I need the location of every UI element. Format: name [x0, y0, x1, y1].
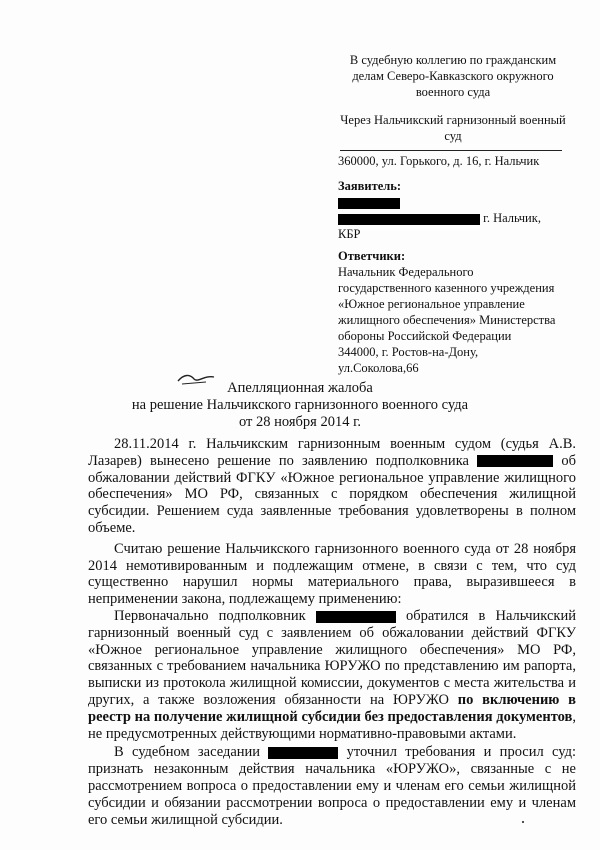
respondent-line: 344000, г. Ростов-на-Дону, — [338, 345, 479, 359]
scan-dot: · — [520, 812, 526, 832]
applicant-city: г. Нальчик, — [483, 211, 541, 225]
via-court-line: суд — [444, 129, 462, 143]
paragraph-text: уточнил требования и просил суд: признать незаконным действия начальника «ЮРУЖО», связанные с не рассмотрением вопроса о предоставлении ему и членам его семьи жилищной субсидии и обязании рассмотрении вопроса о предоставлении ему и членам его семьи жилищной субсидии. — [88, 744, 577, 828]
paragraph-text: В судебном заседании — [114, 744, 261, 761]
paragraph-text: обратился в Нальчикский гарнизонный военный суд с заявлением об обжаловании действий ФГКУ «Южное региональное управление жилищного обеспечения» МО РФ, связанных с требованием начальника ЮРУЖО по представлению им рапорта, выписки из протокола жилищной комиссии, документов с места жительства и других, а также возложения обязанности на ЮРУЖО — [88, 607, 576, 708]
court-address: 360000, ул. Горького, д. 16, г. Нальчик — [338, 154, 540, 168]
body-text — [88, 436, 576, 828]
paragraph-text: , не предусмотренных действующими нормативно-правовыми актами. — [88, 708, 576, 742]
via-court-line: Через Нальчикский гарнизонный военный — [340, 113, 566, 127]
recipient-block — [338, 52, 568, 100]
recipient-line: военного суда — [415, 85, 491, 99]
applicant-name-row — [338, 194, 568, 210]
redacted-name — [477, 455, 553, 467]
respondent-line: «Южное региональное управление — [338, 297, 525, 311]
respondent-block — [338, 248, 568, 376]
redacted-name — [316, 611, 396, 623]
respondent-line: ул.Соколова,66 — [338, 361, 419, 375]
respondent-heading: Ответчики: — [338, 249, 406, 263]
applicant-heading: Заявитель: — [338, 179, 402, 193]
paragraph-4 — [88, 744, 576, 828]
title-line: на решение Нальчикского гарнизонного военного суда — [131, 397, 469, 413]
applicant-address-row — [338, 210, 568, 226]
address-rule — [340, 150, 562, 151]
title-line: Апелляционная жалоба — [227, 380, 373, 396]
paragraph-text: 28.11.2014 г. Нальчикским гарнизонным военным судом (судья А.В. Лазарев) вынесено решение по заявлению подполковника — [88, 436, 576, 469]
paragraph-3 — [88, 608, 576, 742]
recipient-line: делам Северо-Кавказского окружного — [352, 69, 554, 83]
respondent-line: обороны Российской Федерации — [338, 329, 512, 343]
emphasized-text: по включению в реестр на получение жилищной субсидии без предоставления документов — [88, 691, 577, 725]
applicant-block — [338, 178, 568, 242]
title-line: от 28 ноября 2014 г. — [238, 414, 362, 430]
redacted-name — [338, 198, 400, 209]
respondent-line: государственного казенного учреждения — [338, 281, 555, 295]
via-court-block — [338, 112, 568, 144]
paragraph-2: Считаю решение Нальчикского гарнизонного военного суда от 28 ноября 2014 немотивированным и подлежащим отмене, в связи с тем, что суд существенно нарушил нормы материального права, выразившееся в неприменении закона, подлежащему применению: — [88, 540, 576, 608]
respondent-line: Начальник Федерального — [338, 265, 474, 279]
redacted-name — [268, 747, 338, 759]
respondent-line: жилищного обеспечения» Министерства — [338, 313, 556, 327]
document-title — [0, 380, 600, 431]
recipient-line: В судебную коллегию по гражданским — [349, 53, 557, 67]
paragraph-text: об обжаловании действий ФГКУ «Южное региональное управление жилищного обеспечения» МО РФ, связанных с порядком обеспечения жилищной субсидии. Решением суда заявленные требования удовлетворены в полном объеме. — [88, 452, 577, 536]
applicant-region: КБР — [338, 227, 361, 241]
paragraph-text: Первоначально подполковник — [114, 607, 306, 624]
redacted-address — [338, 214, 480, 225]
paragraph-1 — [88, 436, 576, 537]
